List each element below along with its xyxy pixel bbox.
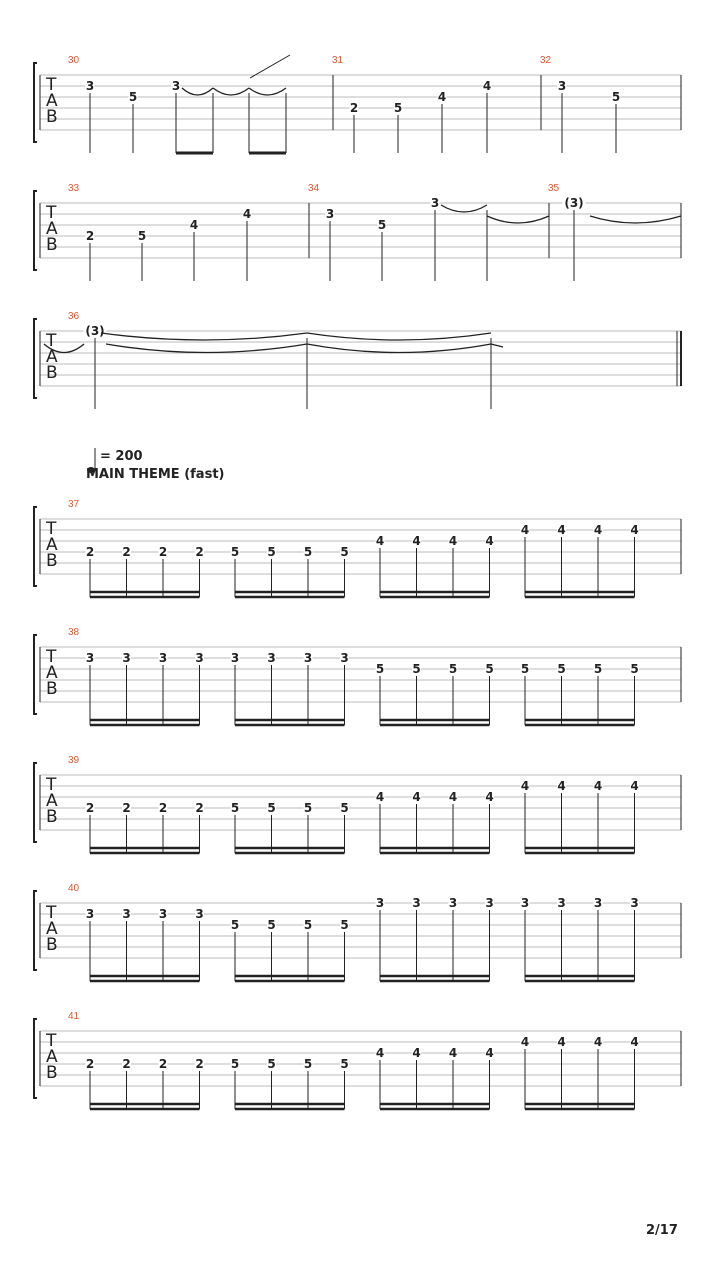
tab-clef-t: T bbox=[46, 203, 57, 223]
fret-number: 4 bbox=[630, 523, 639, 537]
fret-number: 4 bbox=[448, 790, 458, 804]
tempo-value: = 200 bbox=[100, 449, 143, 464]
tab-clef-b: B bbox=[46, 679, 58, 699]
fret-number: 4 bbox=[448, 1046, 458, 1060]
fret-number: 2 bbox=[195, 1057, 204, 1071]
tab-system-3 bbox=[34, 311, 681, 409]
tab-clef-t: T bbox=[46, 75, 57, 95]
fret-number: 2 bbox=[349, 101, 359, 115]
fret-number: 5 bbox=[557, 662, 566, 676]
fret-number: 3 bbox=[557, 79, 567, 93]
fret-number: 4 bbox=[485, 790, 494, 804]
fret-number: 4 bbox=[437, 90, 447, 104]
fret-number: 3 bbox=[85, 907, 95, 921]
fret-number: 4 bbox=[520, 523, 530, 537]
tab-system-7 bbox=[34, 883, 681, 981]
tab-clef-t: T bbox=[46, 647, 57, 667]
fret-number: 3 bbox=[303, 651, 313, 665]
tab-clef-t: T bbox=[46, 903, 57, 923]
fret-number: 3 bbox=[412, 896, 421, 910]
fret-number: 5 bbox=[412, 662, 421, 676]
fret-number: 3 bbox=[122, 651, 131, 665]
tab-system-8 bbox=[34, 1011, 681, 1109]
fret-number: 5 bbox=[520, 662, 530, 676]
tab-clef-b: B bbox=[46, 107, 58, 127]
system-bracket bbox=[34, 1019, 37, 1098]
fret-number: 2 bbox=[122, 1057, 131, 1071]
measure-number: 40 bbox=[68, 883, 80, 894]
fret-number: 4 bbox=[375, 534, 385, 548]
fret-number: 3 bbox=[85, 79, 95, 93]
tie-arc bbox=[441, 205, 487, 212]
fret-number: 4 bbox=[412, 534, 421, 548]
fret-number: 3 bbox=[158, 907, 168, 921]
fret-number: 5 bbox=[267, 545, 276, 559]
tie-arc bbox=[101, 333, 307, 340]
tab-clef-b: B bbox=[46, 935, 58, 955]
fret-number: 2 bbox=[122, 545, 131, 559]
fret-number: 4 bbox=[412, 790, 421, 804]
measure-number: 38 bbox=[68, 627, 80, 638]
tie-arc bbox=[590, 216, 681, 223]
fret-number: 5 bbox=[448, 662, 458, 676]
page-number: 2/17 bbox=[646, 1223, 678, 1238]
system-bracket bbox=[34, 891, 37, 970]
fret-number: 3 bbox=[520, 896, 530, 910]
fret-number: 4 bbox=[485, 534, 494, 548]
fret-number: 5 bbox=[267, 918, 276, 932]
fret-number: 4 bbox=[485, 1046, 494, 1060]
fret-number: 2 bbox=[85, 229, 95, 243]
fret-number: 5 bbox=[137, 229, 147, 243]
tab-clef-b: B bbox=[46, 235, 58, 255]
fret-number: 5 bbox=[593, 662, 603, 676]
fret-number: 5 bbox=[128, 90, 138, 104]
fret-number: 4 bbox=[630, 779, 639, 793]
fret-number: 2 bbox=[85, 1057, 95, 1071]
fret-number: 4 bbox=[189, 218, 199, 232]
tie-tail bbox=[491, 344, 503, 347]
fret-number: 2 bbox=[195, 801, 204, 815]
fret-number: 2 bbox=[158, 1057, 168, 1071]
fret-number: 3 bbox=[325, 207, 335, 221]
tab-clef-b: B bbox=[46, 807, 58, 827]
tie-arc bbox=[182, 88, 213, 95]
fret-number: 4 bbox=[242, 207, 252, 221]
fret-number: 3 bbox=[230, 651, 240, 665]
fret-number: 5 bbox=[340, 801, 349, 815]
tie-arc bbox=[249, 88, 286, 95]
system-bracket bbox=[34, 635, 37, 714]
fret-number: (3) bbox=[564, 196, 584, 210]
fret-number: 2 bbox=[85, 545, 95, 559]
section-label: MAIN THEME (fast) bbox=[86, 467, 225, 482]
measure-number: 35 bbox=[548, 183, 560, 194]
measure-number: 34 bbox=[308, 183, 320, 194]
systems-layer bbox=[34, 55, 681, 1109]
fret-number: 4 bbox=[593, 1035, 603, 1049]
tie-arc bbox=[213, 88, 249, 95]
system-bracket bbox=[34, 63, 37, 142]
fret-number: 4 bbox=[375, 790, 385, 804]
fret-number: 5 bbox=[377, 218, 387, 232]
system-bracket bbox=[34, 763, 37, 842]
fret-number: 2 bbox=[158, 545, 168, 559]
fret-number: 4 bbox=[593, 779, 603, 793]
fret-number: 3 bbox=[593, 896, 603, 910]
fret-number: 5 bbox=[340, 1057, 349, 1071]
tab-clef-a: A bbox=[46, 919, 58, 939]
tab-system-4 bbox=[34, 499, 681, 597]
tab-clef-a: A bbox=[46, 535, 58, 555]
fret-number: 3 bbox=[267, 651, 276, 665]
fret-number: 3 bbox=[557, 896, 566, 910]
tab-clef-a: A bbox=[46, 663, 58, 683]
fret-number: 4 bbox=[557, 779, 566, 793]
fret-number: 3 bbox=[485, 896, 494, 910]
tab-clef-a: A bbox=[46, 1047, 58, 1067]
fret-number: 5 bbox=[375, 662, 385, 676]
fret-number: 4 bbox=[520, 1035, 530, 1049]
fret-number: 3 bbox=[158, 651, 168, 665]
measure-number: 33 bbox=[68, 183, 80, 194]
fret-number: 3 bbox=[375, 896, 385, 910]
tab-clef-b: B bbox=[46, 1063, 58, 1083]
fret-number: 4 bbox=[630, 1035, 639, 1049]
tab-clef-a: A bbox=[46, 347, 58, 367]
fret-number: 4 bbox=[593, 523, 603, 537]
fret-number: (3) bbox=[85, 324, 105, 338]
tie-arc bbox=[106, 344, 307, 353]
system-bracket bbox=[34, 191, 37, 270]
fret-number: 2 bbox=[158, 801, 168, 815]
fret-number: 5 bbox=[230, 801, 240, 815]
fret-number: 5 bbox=[303, 545, 313, 559]
fret-number: 2 bbox=[85, 801, 95, 815]
fret-number: 4 bbox=[557, 1035, 566, 1049]
measure-number: 39 bbox=[68, 755, 80, 766]
fret-number: 4 bbox=[412, 1046, 421, 1060]
fret-number: 5 bbox=[485, 662, 494, 676]
fret-number: 5 bbox=[267, 1057, 276, 1071]
fret-number: 5 bbox=[230, 545, 240, 559]
tab-clef-t: T bbox=[46, 775, 57, 795]
fret-number: 3 bbox=[195, 651, 204, 665]
measure-number: 41 bbox=[68, 1011, 80, 1022]
tab-clef-a: A bbox=[46, 91, 58, 111]
fret-number: 3 bbox=[195, 907, 204, 921]
fret-number: 4 bbox=[482, 79, 492, 93]
fret-number: 5 bbox=[230, 918, 240, 932]
measure-number: 31 bbox=[332, 55, 344, 66]
fret-number: 5 bbox=[267, 801, 276, 815]
tab-system-1 bbox=[34, 55, 681, 153]
fret-number: 5 bbox=[303, 918, 313, 932]
fret-number: 3 bbox=[122, 907, 131, 921]
tab-system-6 bbox=[34, 755, 681, 853]
measure-number: 36 bbox=[68, 311, 80, 322]
tab-system-5 bbox=[34, 627, 681, 725]
fret-number: 4 bbox=[448, 534, 458, 548]
tab-clef-t: T bbox=[46, 331, 57, 351]
fret-number: 4 bbox=[375, 1046, 385, 1060]
fret-number: 3 bbox=[630, 896, 639, 910]
fret-number: 2 bbox=[122, 801, 131, 815]
fret-number: 5 bbox=[393, 101, 403, 115]
measure-number: 32 bbox=[540, 55, 552, 66]
fret-number: 5 bbox=[611, 90, 621, 104]
tie-arc bbox=[487, 216, 549, 223]
tab-clef-b: B bbox=[46, 363, 58, 383]
fret-number: 5 bbox=[340, 545, 349, 559]
fret-number: 2 bbox=[195, 545, 204, 559]
fret-number: 3 bbox=[340, 651, 349, 665]
fret-number: 5 bbox=[303, 1057, 313, 1071]
tie-arc bbox=[307, 333, 491, 340]
measure-number: 37 bbox=[68, 499, 80, 510]
tab-clef-b: B bbox=[46, 551, 58, 571]
tab-clef-a: A bbox=[46, 219, 58, 239]
fret-number: 4 bbox=[557, 523, 566, 537]
system-bracket bbox=[34, 507, 37, 586]
measure-number: 30 bbox=[68, 55, 80, 66]
fret-number: 3 bbox=[85, 651, 95, 665]
tab-clef-t: T bbox=[46, 519, 57, 539]
fret-number: 5 bbox=[303, 801, 313, 815]
system-bracket bbox=[34, 319, 37, 398]
fret-number: 5 bbox=[340, 918, 349, 932]
fret-number: 5 bbox=[230, 1057, 240, 1071]
tie-arc bbox=[307, 344, 491, 353]
fret-number: 5 bbox=[630, 662, 639, 676]
fret-number: 3 bbox=[430, 196, 440, 210]
fret-number: 4 bbox=[520, 779, 530, 793]
tab-system-2 bbox=[34, 183, 681, 281]
fret-number: 3 bbox=[448, 896, 458, 910]
tab-clef-a: A bbox=[46, 791, 58, 811]
tab-clef-t: T bbox=[46, 1031, 57, 1051]
fret-number: 3 bbox=[171, 79, 181, 93]
